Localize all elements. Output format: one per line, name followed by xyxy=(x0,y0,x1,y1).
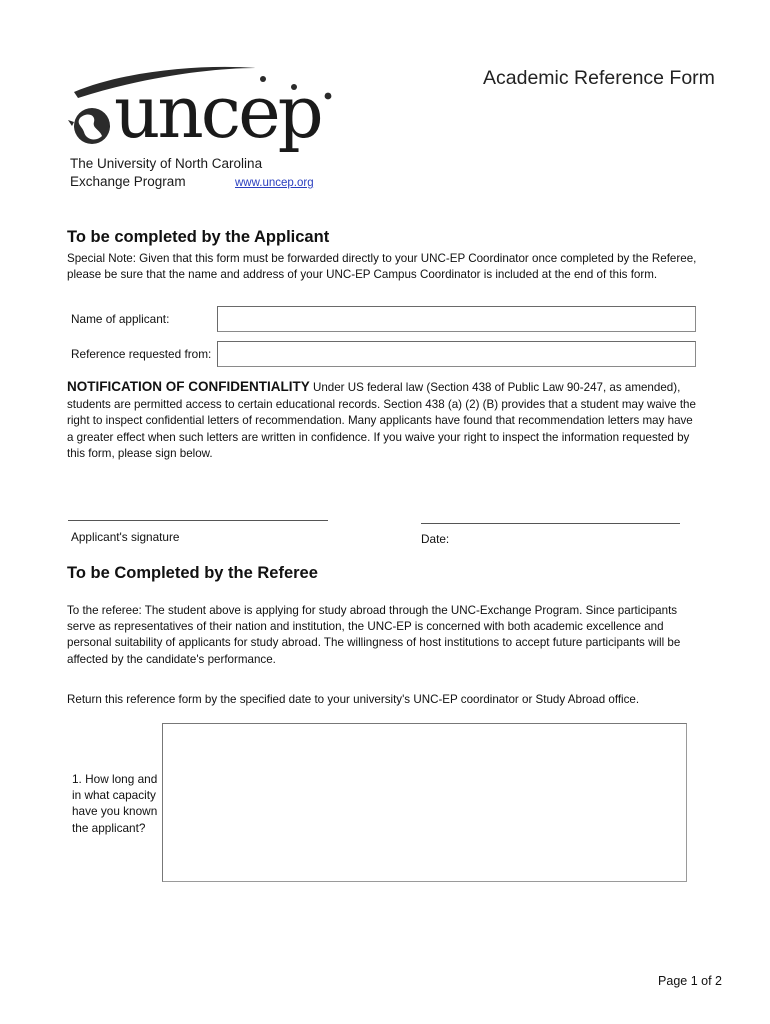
referee-section-heading: To be Completed by the Referee xyxy=(67,564,318,582)
referee-intro: To the referee: The student above is applying for study abroad through the UNC-Exchange Program. Since participants serve as representatives of their nation and institution, the UNC-EP is concerned with both academic excellence and personal suitability of applicants for study abroad. The willingness of host institutions to accept future participants will be affected by the candidate's performance. xyxy=(67,604,681,666)
reference-requested-field[interactable] xyxy=(217,341,696,367)
confidentiality-heading: NOTIFICATION OF CONFIDENTIALITY xyxy=(67,379,310,394)
logo-org-line1: The University of North Carolina xyxy=(70,156,263,171)
signature-label: Applicant's signature xyxy=(71,530,180,544)
date-line[interactable] xyxy=(421,523,680,524)
applicant-name-field[interactable] xyxy=(217,306,696,332)
applicant-section-heading: To be completed by the Applicant xyxy=(67,228,330,246)
form-title: Academic Reference Form xyxy=(483,67,715,89)
applicant-name-label: Name of applicant: xyxy=(71,312,170,326)
question-1-label: 1. How long and in what capacity have you known the applicant? xyxy=(72,772,158,835)
website-link[interactable]: www.uncep.org xyxy=(235,177,314,189)
confidentiality-notice xyxy=(67,379,697,463)
return-note: Return this reference form by the specified date to your university's UNC-EP coordinator or Study Abroad office. xyxy=(67,693,640,706)
special-note: Special Note: Given that this form must be forwarded directly to your UNC-EP Coordinator once completed by the Referee, please be sure that the name and address of your UNC-EP Campus Coordinator is included at the end of this form. xyxy=(67,252,697,282)
logo-wordmark: uncep xyxy=(114,70,321,154)
reference-requested-label: Reference requested from: xyxy=(71,347,212,361)
signature-line[interactable] xyxy=(68,520,328,521)
date-label: Date: xyxy=(421,532,450,546)
question-1-answer-box[interactable] xyxy=(162,723,687,882)
logo-org-line2: Exchange Program xyxy=(70,174,186,189)
page-number: Page 1 of 2 xyxy=(658,974,722,988)
confidentiality-text: Under US federal law (Section 438 of Public Law 90-247, as amended), students are permitted access to certain educational records. Section 438 (a) (2) (B) provides that a student may waive the right to inspect confidential letters of recommendation. Many applicants have found that recommendation letters may have a greater effect when such letters are written in confidence. If you waive your right to inspect the information requested by this form, please sign below. xyxy=(67,381,696,461)
